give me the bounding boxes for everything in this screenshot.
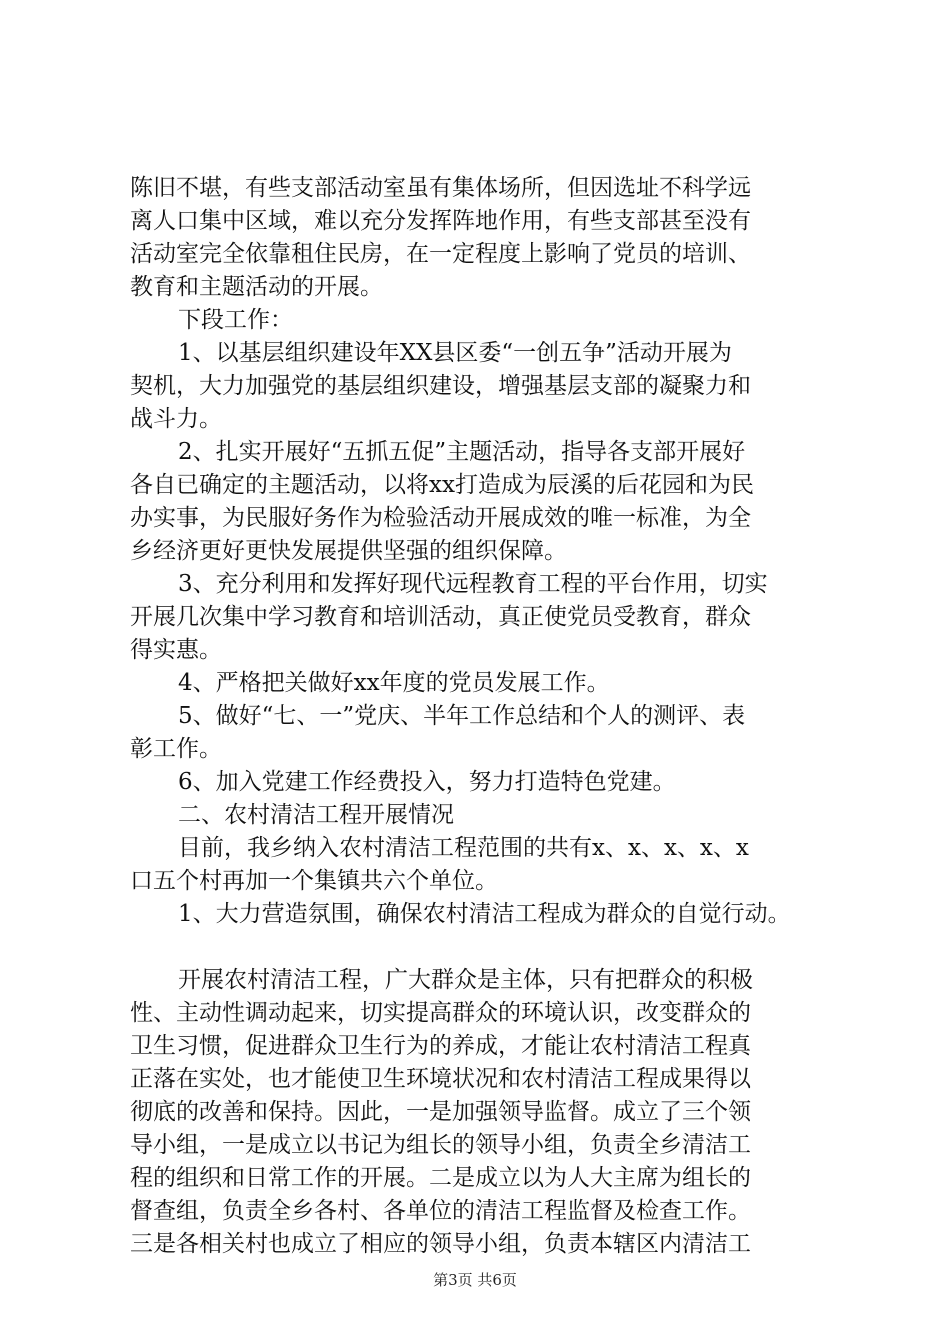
text-line: 4、严格把关做好xx年度的党员发展工作。 (178, 670, 610, 696)
text-line: 各自已确定的主题活动，以将xx打造成为辰溪的后花园和为民 (130, 472, 754, 498)
text-line: 办实事，为民服好务作为检验活动开展成效的唯一标准，为全 (130, 505, 751, 531)
text-line: 开展农村清洁工程，广大群众是主体，只有把群众的积极 (178, 967, 753, 993)
text-line: 得实惠。 (130, 637, 222, 663)
text-line: 目前，我乡纳入农村清洁工程范围的共有x、x、x、x、x (178, 835, 749, 861)
section-heading: 二、农村清洁工程开展情况 (178, 802, 454, 828)
text-line: 活动室完全依靠租住民房，在一定程度上影响了党员的培训、 (130, 241, 751, 267)
section-heading: 下段工作： (178, 307, 293, 333)
document-body (130, 172, 845, 1261)
text-line: 导小组，一是成立以书记为组长的领导小组，负责全乡清洁工 (130, 1132, 751, 1158)
text-line: 彻底的改善和保持。因此，一是加强领导监督。成立了三个领 (130, 1099, 751, 1125)
text-line: 性、主动性调动起来，切实提高群众的环境认识，改变群众的 (130, 1000, 751, 1026)
text-line: 三是各相关村也成立了相应的领导小组，负责本辖区内清洁工 (130, 1231, 751, 1257)
text-line: 2、扎实开展好“五抓五促”主题活动，指导各支部开展好 (178, 439, 746, 465)
text-line: 1、以基层组织建设年XX县区委“一创五争”活动开展为 (178, 340, 732, 366)
text-line: 6、加入党建工作经费投入，努力打造特色党建。 (178, 769, 676, 795)
text-line: 卫生习惯，促进群众卫生行为的养成，才能让农村清洁工程真 (130, 1033, 751, 1059)
text-line: 口五个村再加一个集镇共六个单位。 (130, 868, 498, 894)
text-line: 5、做好“七、一”党庆、半年工作总结和个人的测评、表 (178, 703, 746, 729)
text-line: 战斗力。 (130, 406, 222, 432)
text-line: 开展几次集中学习教育和培训活动，真正使党员受教育，群众 (130, 604, 751, 630)
text-line: 教育和主题活动的开展。 (130, 274, 383, 300)
text-line: 离人口集中区域，难以充分发挥阵地作用，有些支部甚至没有 (130, 208, 751, 234)
text-line: 陈旧不堪，有些支部活动室虽有集体场所，但因选址不科学远 (130, 175, 751, 201)
blank-line (130, 931, 845, 964)
text-line: 契机，大力加强党的基层组织建设，增强基层支部的凝聚力和 (130, 373, 751, 399)
text-line: 正落在实处，也才能使卫生环境状况和农村清洁工程成果得以 (130, 1066, 751, 1092)
text-line: 乡经济更好更快发展提供坚强的组织保障。 (130, 538, 567, 564)
page-number-footer: 第3页 共6页 (433, 1271, 517, 1289)
text-line: 督查组，负责全乡各村、各单位的清洁工程监督及检查工作。 (130, 1198, 751, 1224)
text-line: 3、充分利用和发挥好现代远程教育工程的平台作用，切实 (178, 571, 768, 597)
text-line: 程的组织和日常工作的开展。二是成立以为人大主席为组长的 (130, 1165, 751, 1191)
text-line: 彰工作。 (130, 736, 222, 762)
text-line: 1、大力营造氛围，确保农村清洁工程成为群众的自觉行动。 (178, 901, 791, 927)
